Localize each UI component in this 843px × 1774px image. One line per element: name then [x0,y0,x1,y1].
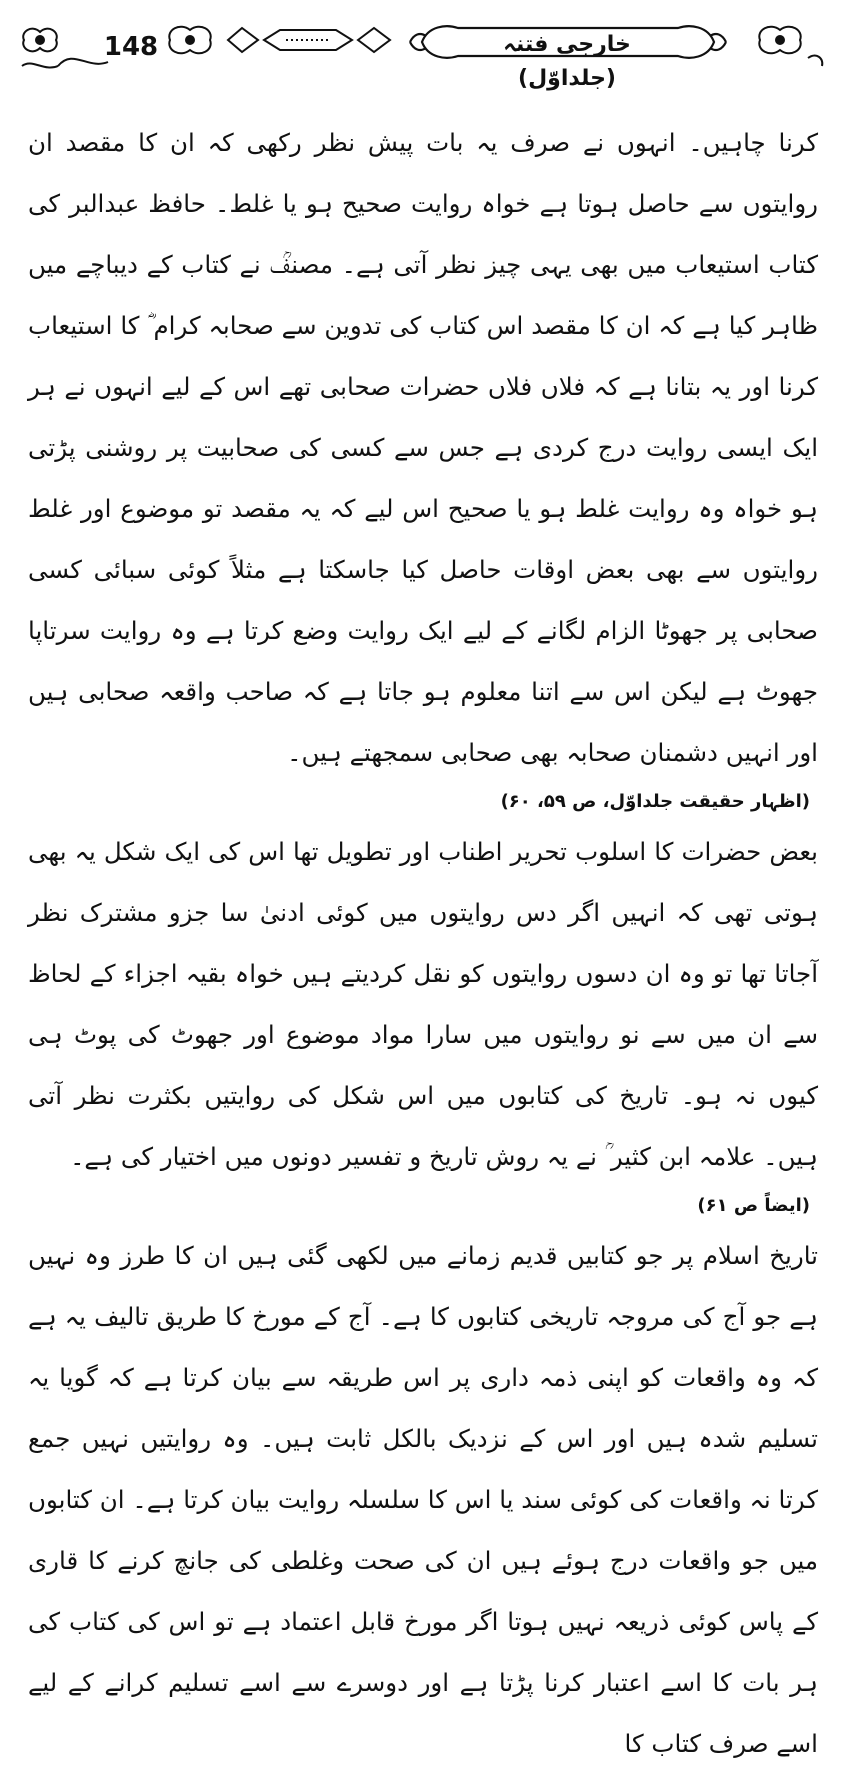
citation-2: (ایضاً ص ۶۱) [697,1195,810,1216]
paragraph-1: کرنا چاہیں۔ انہوں نے صرف یہ بات پیش نظر رکھی کہ ان کا مقصد ان روایتوں سے حاصل ہوتا ہے خواہ روایت صحیح ہو یا غلط۔ حافظ عبدالبر کی کتاب استیعاب میں بھی یہی چیز نظر آتی ہے۔ مصنفؒ نے کتاب کے دیباچے میں ظاہر کیا ہے کہ ان کا مقصد اس کتاب کی تدوین سے صحابہ کرام ؓ کا استیعاب کرنا اور یہ بتانا ہے کہ فلاں فلاں حضرات صحابی تھے اس کے لیے انہوں نے ہر ایک ایسی روایت درج کردی ہے جس سے کسی کی صحابیت پر روشنی پڑتی ہو خواہ وہ روایت غلط ہو یا صحیح اس لیے کہ یہ مقصد تو موضوع اور غلط روایتوں سے بھی بعض اوقات حاصل کیا جاسکتا ہے مثلاً کوئی سبائی کسی صحابی پر جھوٹا الزام لگانے کے لیے ایک روایت وضع کرتا ہے وہ روایت سرتاپا جھوٹ ہے لیکن اس سے اتنا معلوم ہو جاتا ہے کہ صاحب واقعہ صحابی ہیں اور انہیں دشمنان صحابہ بھی صحابی سمجھتے ہیں۔ [28,128,818,767]
running-title: خارجی فتنہ (جلداوّل) [503,32,631,91]
page-number: 148 [103,32,159,62]
paragraph-2: بعض حضرات کا اسلوب تحریر اطناب اور تطویل تھا اس کی ایک شکل یہ بھی ہوتی تھی کہ انہیں اگر دس روایتوں میں کوئی ادنیٰ سا جزو مشترک نظر آجاتا تھا تو وہ ان دسوں روایتوں کو نقل کردیتے ہیں خواہ بقیہ اجزاء کے لحاظ سے ان میں سے نو روایتوں میں سارا مواد موضوع اور جھوٹ کی پوٹ ہی کیوں نہ ہو۔ تاریخ کی کتابوں میں اس شکل کی روایتیں بکثرت نظر آتی ہیں۔ علامہ ابن کثیر ؒ نے یہ روش تاریخ و تفسیر دونوں میں اختیار کی ہے۔ [28,837,818,1171]
page-header [18,18,826,91]
page-body [28,112,818,1774]
citation-1: (اظہار حقیقت جلداوّل، ص ۵۹، ۶۰) [500,791,810,812]
paragraph-3: تاریخ اسلام پر جو کتابیں قدیم زمانے میں لکھی گئی ہیں ان کا طرز وہ نہیں ہے جو آج کی مروجہ تاریخی کتابوں کا ہے۔ آج کے مورخ کا طریق تالیف یہ ہے کہ وہ واقعات کو اپنی ذمہ داری پر اس طریقہ سے بیان کرتا ہے کہ گویا یہ تسلیم شدہ ہیں اور اس کے نزدیک بالکل ثابت ہیں۔ وہ روایتیں نہیں جمع کرتا نہ واقعات کی کوئی سند یا اس کا سلسلہ روایت بیان کرتا ہے۔ ان کتابوں میں جو واقعات درج ہوئے ہیں ان کی صحت وغلطی کی جانچ کرنے کا قاری کے پاس کوئی ذریعہ نہیں ہوتا اگر مورخ قابل اعتماد ہے تو اس کی کتاب کی ہر بات کا اسے اعتبار کرنا پڑتا ہے اور دوسرے سے اسے تسلیم کرانے کے لیے اسے صرف کتاب کا [27,1241,818,1758]
